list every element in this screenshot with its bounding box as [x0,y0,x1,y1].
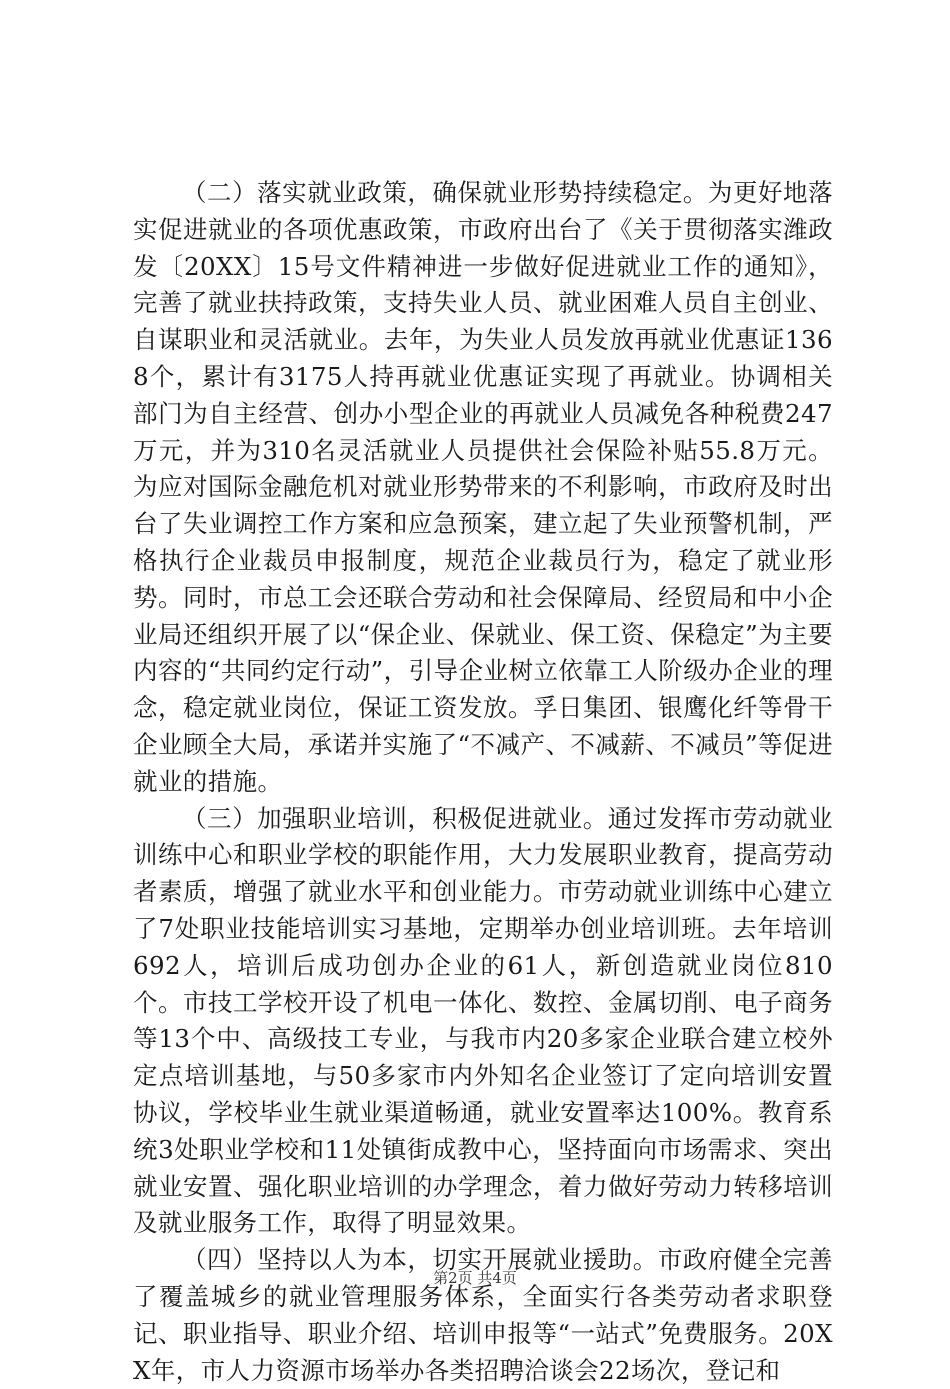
paragraph-section-3: （三）加强职业培训，积极促进就业。通过发挥市劳动就业训练中心和职业学校的职能作用，大力发展职业教育，提高劳动者素质，增强了就业水平和创业能力。市劳动就业训练中心建立了7处职业技能培训实习基地，定期举办创业培训班。去年培训692人，培训后成功创办企业的61人，新创造就业岗位810个。市技工学校开设了机电一体化、数控、金属切削、电子商务等13个中、高级技工专业，与我市内20多家企业联合建立校外定点培训基地，与50多家市内外知名企业签订了定向培训安置协议，学校毕业生就业渠道畅通，就业安置率达100%。教育系统3处职业学校和11处镇街成教中心，坚持面向市场需求、突出就业安置、强化职业培训的办学理念，着力做好劳动力转移培训及就业服务工作，取得了明显效果。 [133,803,833,1238]
page-footer: 第2页 共4页 [433,1269,517,1287]
paragraph-section-2: （二）落实就业政策，确保就业形势持续稳定。为更好地落实促进就业的各项优惠政策，市政府出台了《关于贯彻落实潍政发〔20XX〕15号文件精神进一步做好促进就业工作的通知》，完善了就业扶持政策，支持失业人员、就业困难人员自主创业、自谋职业和灵活就业。去年，为失业人员发放再就业优惠证1368个，累计有3175人持再就业优惠证实现了再就业。协调相关部门为自主经营、创办小型企业的再就业人员减免各种税费247万元，并为310名灵活就业人员提供社会保险补贴55.8万元。为应对国际金融危机对就业形势带来的不利影响，市政府及时出台了失业调控工作方案和应急预案，建立起了失业预警机制，严格执行企业裁员申报制度，规范企业裁员行为，稳定了就业形势。同时，市总工会还联合劳动和社会保障局、经贸局和中小企业局还组织开展了以“保企业、保就业、保工资、保稳定”为主要内容的“共同约定行动”，引导企业树立依靠工人阶级办企业的理念，稳定就业岗位，保证工资发放。孚日集团、银鹰化纤等骨干企业顾全大局，承诺并实施了“不减产、不减薪、不减员”等促进就业的措施。 [133,178,833,796]
paragraph-section-4: （四）坚持以人为本，切实开展就业援助。市政府健全完善了覆盖城乡的就业管理服务体系，全面实行各类劳动者求职登记、职业指导、职业介绍、培训申报等“一站式”免费服务。20XX年，市人力资源市场举办各类招聘洽谈会22场次，登记和 [133,1245,833,1385]
document-body [133,175,833,1389]
